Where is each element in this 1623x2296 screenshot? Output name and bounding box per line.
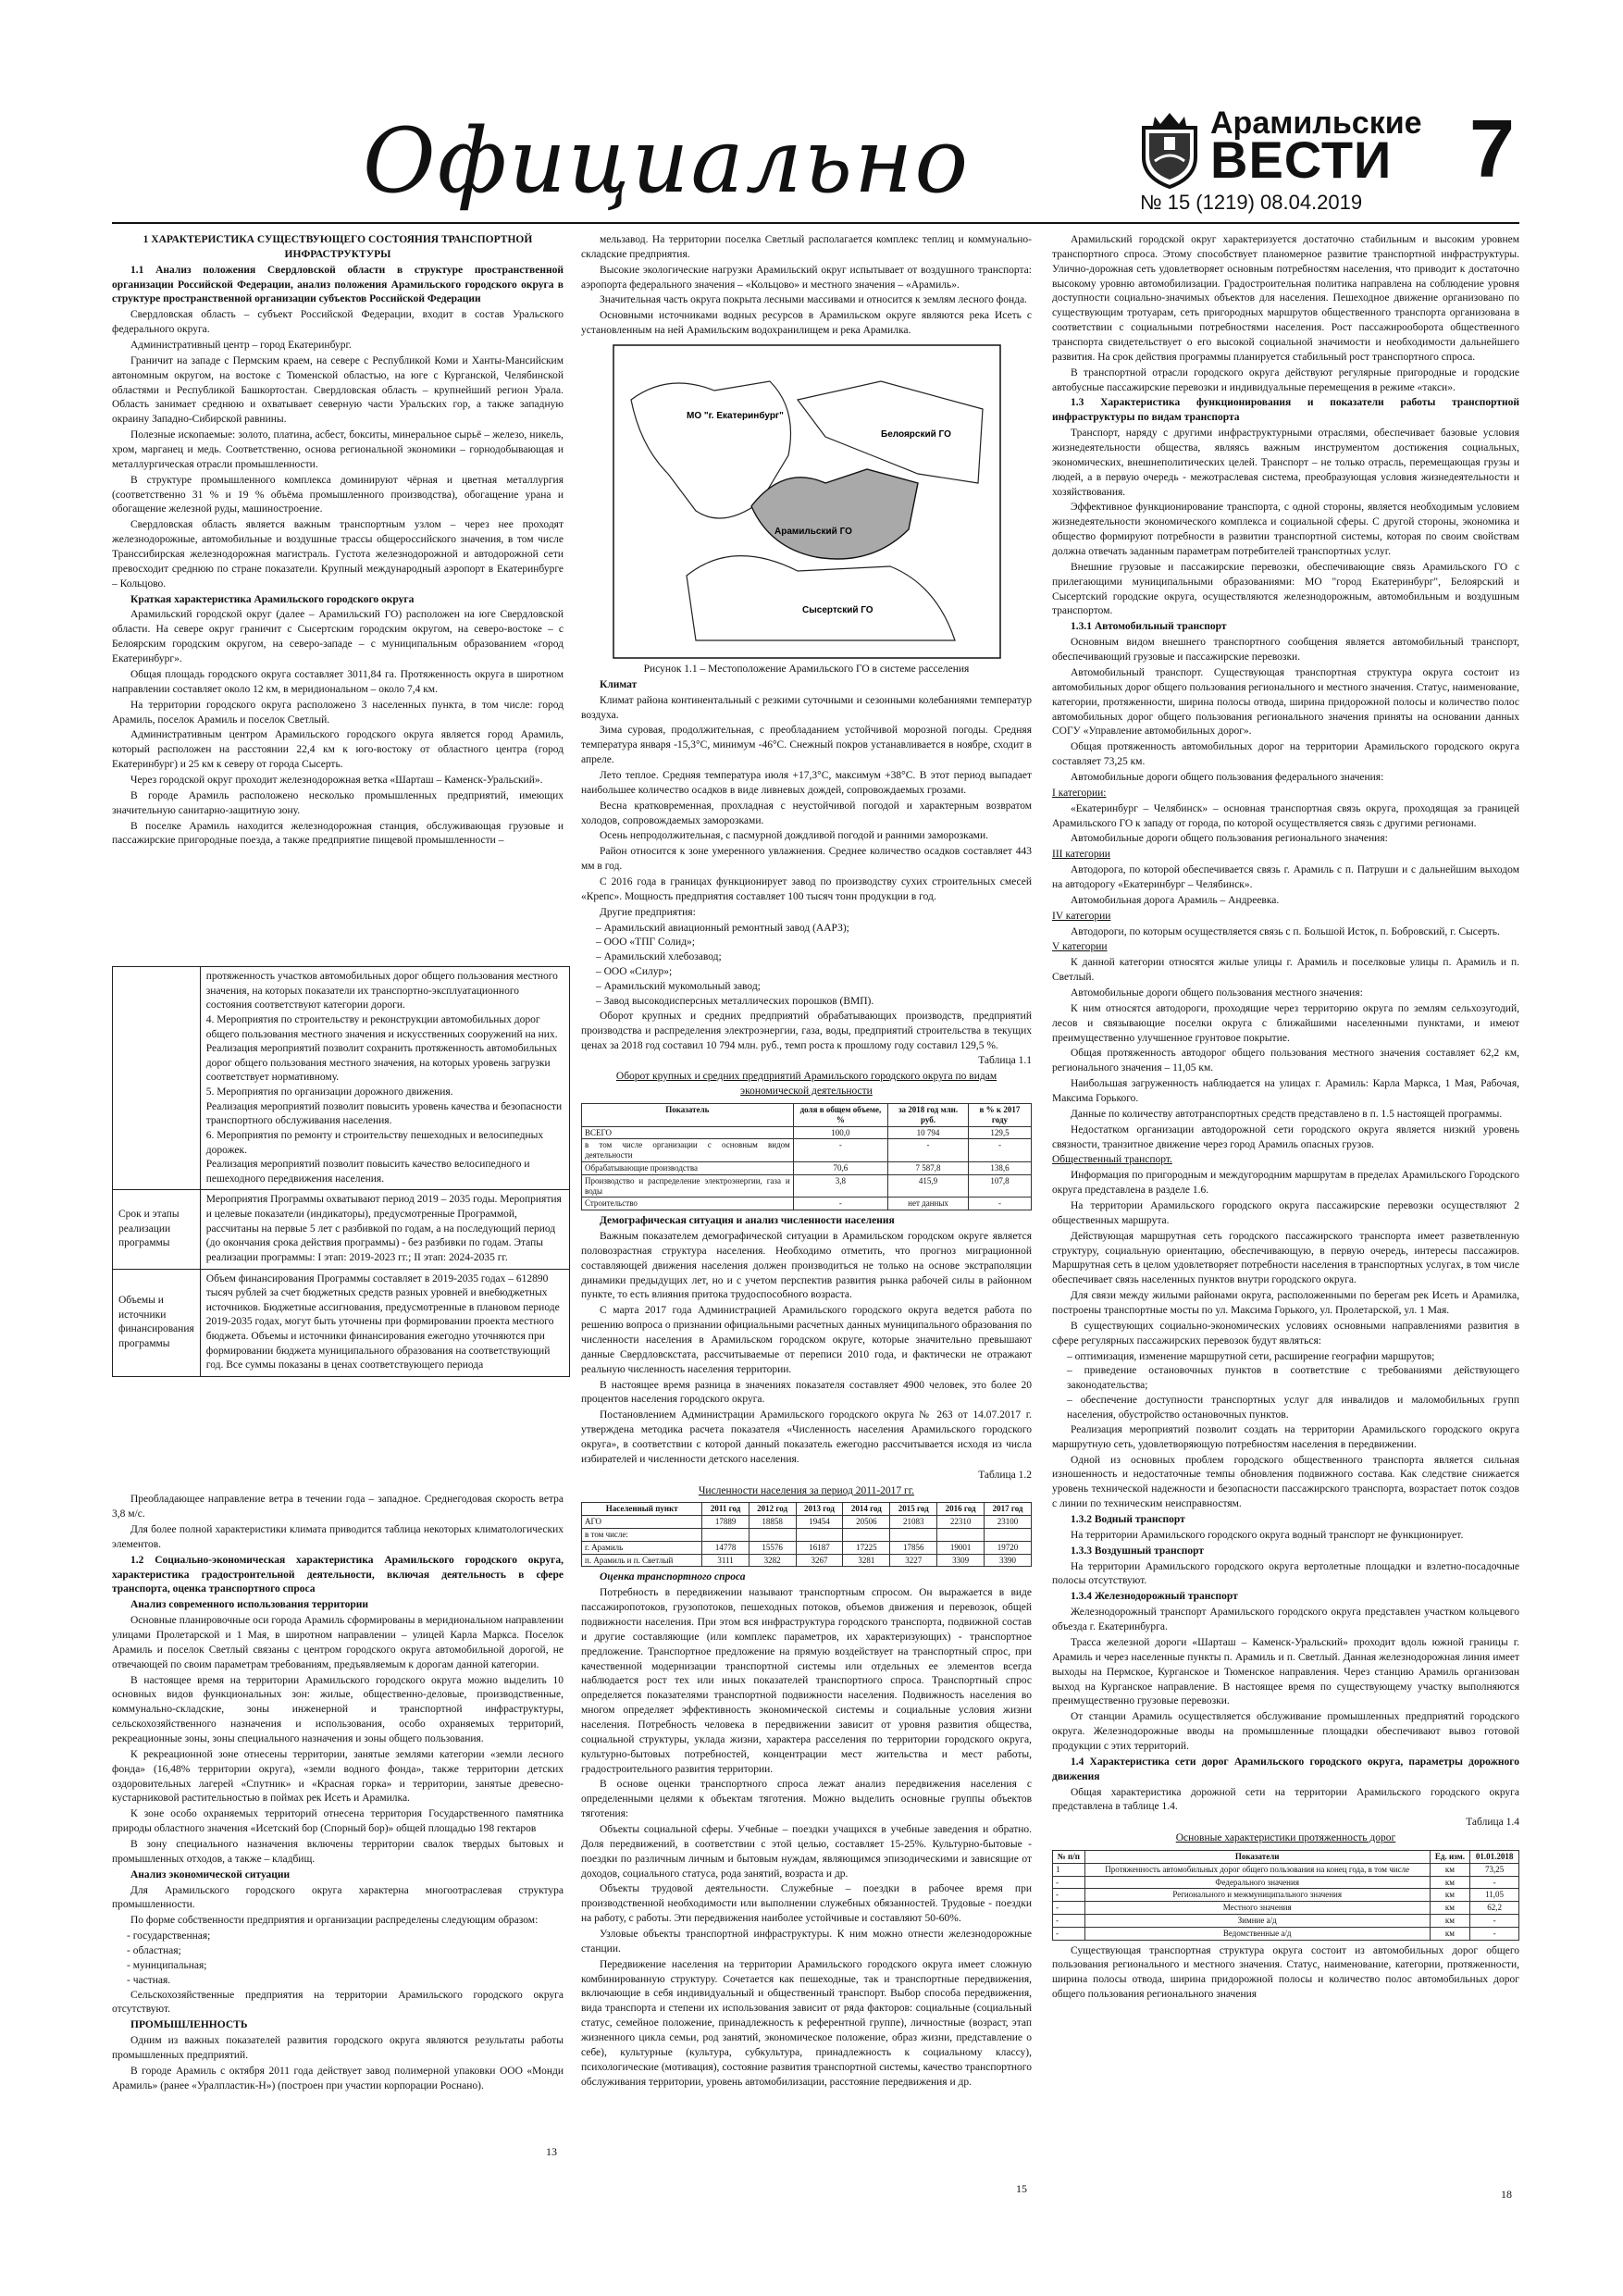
table-cell-text: 4. Мероприятия по строительству и реконструкции автомобильных дорог общего пользования местного значения и искусственных сооружений на них. [205, 1013, 558, 1040]
table-cell: - [1470, 1876, 1519, 1889]
subheading: I категории: [1052, 787, 1107, 799]
paragraph: По форме собственности предприятия и организации распределены следующим образом: [130, 1915, 539, 1927]
paragraph: На территории Арамильского городского округа водный транспорт не функционирует. [1071, 1529, 1464, 1541]
heading: Демографическая ситуация и анализ численности населения [600, 1215, 895, 1227]
table-cell: - [1053, 1902, 1085, 1915]
table-row [582, 1541, 1032, 1554]
paragraph: Основные планировочные оси города Арамиль сформированы в меридиональном направлении улицами Пролетарской и 1 Мая, в широтном направлении – улицей Карла Маркса. Поселок Арамиль и поселок Светлый связаны с центром городского округа автомобильной дорогой, не отвечающей по своим параметрам требованиям, предъявляемым к дорогам данной категории. [112, 1615, 564, 1670]
program-passport-table [112, 966, 570, 1377]
table-row [1053, 1914, 1519, 1927]
paragraph: Для более полной характеристики климата приводится таблица некоторых климатологических элементов. [112, 1523, 564, 1550]
table-cell: 23100 [985, 1516, 1032, 1529]
table-cell: 19001 [937, 1541, 985, 1554]
table-cell: АГО [582, 1516, 702, 1529]
paragraph: Граничит на западе с Пермским краем, на севере с Республикой Коми и Ханты-Мансийским автономным округом, на востоке с Тюменской областью, на юге с Курганской, Челябинской областями и Республикой Башкортостан. Свердловская область – крупнейший регион Урала. Область занимает среднюю и охватывает северную части Уральских гор, а также западную окраину Западно-Сибирской равнины. [112, 354, 564, 426]
table-cell: 138,6 [968, 1161, 1031, 1174]
paragraph: Свердловская область – субъект Российской Федерации, входит в состав Уральского федерального округа. [112, 309, 564, 336]
paragraph: «Екатеринбург – Челябинск» – основная транспортная связь округа, проходящая за границей Арамильского ГО к западу от города, по которой осуществляется связь с другими регионами. [1052, 802, 1519, 829]
heading: 1.3 Характеристика функционирования и показатели работы транспортной инфраструктуры по видам транспорта [1052, 397, 1519, 424]
paragraph: В существующих социально-экономических условиях основными направлениями развития в сфере регулярных пассажирских перевозок будут являться: [1052, 1320, 1519, 1347]
table-header-cell: доля в общем объеме, % [793, 1103, 887, 1126]
table-title: Оборот крупных и средних предприятий Арамильского городского округа по видам экономической деятельности [615, 1071, 997, 1098]
column-2 [581, 233, 1032, 2177]
map-label: Сысертский ГО [801, 605, 873, 616]
table-cell: 62,2 [1470, 1902, 1519, 1915]
table-cell: - [1053, 1889, 1085, 1902]
table-header-cell: 2015 год [890, 1503, 937, 1516]
table-cell: 100,0 [793, 1126, 887, 1139]
table-header-cell: Показатель [582, 1103, 794, 1126]
table-cell [702, 1529, 749, 1542]
paragraph: Узловые объекты транспортной инфраструктуры. К ним можно отнести железнодорожные станции. [581, 1929, 1032, 1955]
paragraph: Административный центр – город Екатеринбург. [130, 340, 352, 352]
table-cell: в том числе: [582, 1529, 702, 1542]
table-cell: км [1430, 1902, 1469, 1915]
list-item: – обеспечение доступности транспортных услуг для инвалидов и маломобильных групп населения, обустройство остановочных пунктов. [1067, 1395, 1519, 1421]
paragraph: Трасса железной дороги «Шарташ – Каменск-Уральский» проходит вдоль южной границы г. Арамиль и через населенные пункты п. Арамиль и п. Светлый. Данная железнодорожная линия имеет выходы на Пермское, Курганское и Тюменское направления. Через станцию Арамиль организован выход на Курганское направление. В настоящее время по существующему участку выполняются преимущественно грузовые перевозки. [1052, 1636, 1519, 1707]
paragraph: Действующая маршрутная сеть городского пассажирского транспорта имеет разветвленную структуру, социальную ориентацию, обеспечивающую, в первую очередь, интересы пассажиров. Маршрутная сеть в целом удовлетворяет потребности населения в транспортных услугах, в том числе обеспечивает связь населенных пунктов внутри городского округа. [1052, 1230, 1519, 1286]
paragraph: мельзавод. На территории поселка Светлый располагается комплекс теплиц и коммунально-складские предприятия. [581, 234, 1032, 260]
paragraph: Район относится к зоне умеренного увлажнения. Среднее количество осадков составляет 443 мм в год. [581, 846, 1032, 873]
table-cell: Регионального и межмуниципального значения [1084, 1889, 1430, 1902]
table-cell: км [1430, 1863, 1469, 1876]
paragraph: Объекты трудовой деятельности. Служебные – поездки в рабочее время при производственной необходимости или выполнении служебных обязанностей. Трудовые - поездки на работу, с работы. Эти передвижения наиболее устойчивые и составляют 50-60%. [581, 1883, 1032, 1925]
paragraph: Административным центром Арамильского городского округа является город Арамиль, который расположен на расстоянии 22,4 км к юго-востоку от областного центра (город Екатеринбург) и 25 км к северу от города Сысерть. [112, 729, 564, 771]
paragraph: Объекты социальной сферы. Учебные – поездки учащихся в учебные заведения и обратно. Доля передвижений, в соответствии с этой целью, составляет 15-25%. Культурно-бытовые - поездки по различным личным и бытовым нуждам, являющимся эпизодическими и зависящие от доходов, социального статуса, рода занятий, возраста и др. [581, 1824, 1032, 1880]
page-footer-number: 15 [1016, 2182, 1027, 2195]
heading: 1.4 Характеристика сети дорог Арамильского городского округа, параметры дорожного движения [1052, 1756, 1519, 1782]
paragraph: Потребность в передвижении называют транспортным спросом. Он выражается в виде пассажиропотоков, грузопотоков, пешеходных потоков, объемов движения и перевозок, общей подвижности населения. При этом вся инфраструктура городского транспорта, подвижной состав и другие составляющие (или комплекс параметров, их характеризующих) - транспортное предложение. Транспортное предложение на прямую воздействует на транспортный спрос, при качественной модернизации транспортной системы или отдельных ее элементов всегда наблюдается рост тех или иных показателей транспортного спроса. Транспортный спрос определяется показателями транспортной подвижности населения. Подвижность населения во многом определяет эффективность экономической системы и социальные условия жизни населения. Потребность человека в передвижении зависит от уровня развития общества, социальной структуры, уклада жизни, характера расселения по территории городского округа, культурно-бытовых потребностей, концентрации мест жительства и мест работы, градостроительного развития территории. [581, 1587, 1032, 1775]
table-cell: - [1470, 1914, 1519, 1927]
column-3 [1052, 233, 1519, 2186]
subheading: IV категории [1052, 910, 1111, 922]
table-cell [796, 1529, 843, 1542]
heading: 1.3.4 Железнодорожный транспорт [1071, 1591, 1238, 1603]
table-header-cell: 2013 год [796, 1503, 843, 1516]
paragraph: Передвижение населения на территории Арамильского городского округа имеет сложную комбинированную структуру. Сочетается как пешеходные, так и транспортные передвижения, включающие в себя индивидуальный и общественный транспорт. Выбор способа передвижения, вида транспорта и степени их использования зависит от ряда факторов: социальные (социальный статус, семейное положение, принадлежность к референтной группе), личностные (возраст, этап жизненного цикла семьи, род занятий, экономическое положение, образ жизни, представление о себе), культурные (культура, субкультура, принадлежность к социальному классу), психологические (мотивация), состояние развития транспортной системы, качество транспортного обслуживания территории, уровень автомобилизации, расстояние передвижения и др. [581, 1958, 1032, 2088]
table-title: Численности населения за период 2011-2017 гг. [698, 1484, 915, 1496]
paragraph: К ним относятся автодороги, проходящие через территорию округа по землям сельхозугодий, лесов и связывающие поселки округа с ближайшими населенными пунктами, и имеют преимущественно улучшенное грунтовое покрытие. [1052, 1002, 1519, 1044]
table-cell: 3267 [796, 1554, 843, 1567]
table-cell-text: Реализация мероприятий позволит повысить уровень качества и безопасности транспортного обслуживания населения. [205, 1100, 563, 1127]
header-divider [112, 222, 1519, 224]
table-cell [890, 1529, 937, 1542]
page-footer-number: 18 [1501, 2188, 1512, 2201]
table-cell-text: 6. Мероприятия по ремонту и строительству пешеходных и велосипедных дорожек. [205, 1129, 544, 1156]
paragraph: Лето теплое. Средняя температура июля +17,3°С, максимум +38°С. В этот период выпадает наибольшее количество осадков в виде ливневых дождей, сопровождаемых грозами. [581, 770, 1032, 796]
figure-caption: Рисунок 1.1 – Местоположение Арамильского ГО в системе расселения [643, 664, 970, 676]
coat-of-arms-icon [1136, 109, 1203, 189]
paragraph: К зоне особо охраняемых территорий отнесена территория Государственного памятника природы областного значения «Исетский бор (Спорный бор)» общей площадью 198 гектаров [112, 1808, 564, 1835]
table-cell-text: Реализация мероприятий позволит повысить качество велосипедного и пешеходного передвижения населения. [205, 1159, 530, 1185]
paragraph: На территории Арамильского городского округа пассажирские перевозки осуществляют 2 общественных маршрута. [1052, 1200, 1519, 1226]
turnover-table [581, 1103, 1032, 1210]
table-cell: г. Арамиль [582, 1541, 702, 1554]
table-cell: нет данных [888, 1198, 969, 1210]
table-cell: Зимние а/д [1084, 1914, 1430, 1927]
paragraph: Автомобильные дороги общего пользования регионального значения: [1071, 833, 1388, 845]
table-label: Таблица 1.4 [1466, 1817, 1519, 1829]
table-header-cell: 2011 год [702, 1503, 749, 1516]
table-cell: Местного значения [1084, 1902, 1430, 1915]
paragraph: От станции Арамиль осуществляется обслуживание промышленных предприятий городского округа. Железнодорожные вводы на промышленные площадки обеспечивают вывоз готовой продукции с этих территорий. [1052, 1711, 1519, 1752]
table-cell: 21083 [890, 1516, 937, 1529]
table-cell: 19720 [985, 1541, 1032, 1554]
paragraph: Общая протяженность автомобильных дорог на территории Арамильского городского округа составляет 73,25 км. [1052, 741, 1519, 768]
paragraph: Значительная часть округа покрыта лесными массивами и относится к землям лесного фонда. [600, 294, 1027, 306]
table-header-cell: 2016 год [937, 1503, 985, 1516]
table-title: Основные характеристики протяженность дорог [1175, 1832, 1396, 1844]
table-cell: 107,8 [968, 1174, 1031, 1198]
paragraph: Для связи между жилыми районами округа, расположенными по берегам рек Исеть и Арамилка, построены транспортные мосты по ул. Максима Горького, ул. Пролетарской, ул. 1 Мая. [1052, 1290, 1519, 1317]
paragraph: Данные по количеству автотранспортных средств представлено в п. 1.5 настоящей программы. [1071, 1108, 1503, 1120]
table-header-cell: 2017 год [985, 1503, 1032, 1516]
table-cell: 16187 [796, 1541, 843, 1554]
page-footer-number: 13 [546, 2145, 557, 2158]
heading: 1.1 Анализ положения Свердловской области в структуре пространственной организации Российской Федерации, анализ положения Арамильского городского округа в структуре пространственной организации субъектов Российской Федерации [112, 264, 564, 305]
table-row [582, 1198, 1032, 1210]
paragraph: Весна кратковременная, прохладная с неустойчивой погодой и характерным возвратом холодов, сопровождаемых заморозками. [581, 800, 1032, 826]
table-header-cell: в % к 2017 году [968, 1103, 1031, 1126]
paragraph: Свердловская область является важным транспортным узлом – через нее проходят железнодорожные, автомобильные и воздушные трассы общероссийского значения, в том числе Транссибирская железнодорожная магистраль. Густота железнодорожной и автодорожной сети превосходит среднюю по стране показатели. Крупный международный аэропорт в Екатеринбурге – Кольцово. [112, 519, 564, 590]
paragraph: На территории Арамильского городского округа вертолетные площадки и взлетно-посадочные полосы отсутствуют. [1052, 1560, 1519, 1587]
table-cell: Строительство [582, 1198, 794, 1210]
paragraph: Внешние грузовые и пассажирские перевозки, обеспечивающие связь Арамильского ГО с прилегающими муниципальными образованиями: МО "город Екатеринбург", Белоярский и Сысертский городские округа, осуществляются железнодорожным, автомобильным и воздушным транспортом. [1052, 561, 1519, 617]
section-title: Официально [363, 109, 971, 213]
table-cell: 17856 [890, 1541, 937, 1554]
table-header-cell: Показатели [1084, 1850, 1430, 1863]
table-cell-label: Объемы и источники финансирования программы [113, 1269, 201, 1376]
table-cell: - [968, 1139, 1031, 1162]
table-cell-label: Срок и этапы реализации программы [113, 1190, 201, 1269]
table-cell: 11,05 [1470, 1889, 1519, 1902]
table-cell: 7 587,8 [888, 1161, 969, 1174]
table-row [582, 1174, 1032, 1198]
heading: Климат [600, 678, 638, 690]
paragraph: К рекреационной зоне отнесены территории, занятые землями категории «земли лесного фонда» (16,48% территории округа), «земли водного фонда», также территории детских оздоровительных лагерей «Спутник» и «Красная горка» и территории, занятые древесно-кустарниковой растительностью в поймах рек Исеть и Арамилка. [112, 1748, 564, 1805]
table-cell: 19454 [796, 1516, 843, 1529]
list-item: – приведение остановочных пунктов в соответствие с требованиями действующего законодательства; [1067, 1365, 1519, 1392]
table-cell: км [1430, 1914, 1469, 1927]
paragraph: Другие предприятия: [600, 906, 696, 918]
table-cell: км [1430, 1889, 1469, 1902]
heading: Анализ экономической ситуации [130, 1868, 291, 1880]
brand-name-top: Арамильские [1210, 105, 1422, 141]
table-cell: - [1053, 1927, 1085, 1940]
table-cell: 73,25 [1470, 1863, 1519, 1876]
table-cell: 22310 [937, 1516, 985, 1529]
heading: 1.2 Социально-экономическая характеристика Арамильского городского округа, характеристика градостроительной деятельности, включая деятельность в сфере транспорта, оценка транспортного спроса [112, 1554, 564, 1595]
table-header-cell: 2014 год [843, 1503, 890, 1516]
heading: Анализ современного использования территории [130, 1599, 369, 1611]
table-cell-text: Мероприятия Программы охватывают период 2019 – 2035 годы. Мероприятия и целевые показатели (индикаторы), предусмотренные Программой, рассчитаны на первые 5 лет с разбивкой по годам, а на последующий период (до окончания срока действия программы) - без разбивки по годам. Этапы реализации программы: I этап: 2019-2023 гг.; II этап: 2024-2035 гг. [200, 1190, 569, 1269]
heading: Оценка транспортного спроса [600, 1571, 746, 1583]
table-header-cell: 2012 год [749, 1503, 796, 1516]
paragraph: В структуре промышленного комплекса доминируют чёрная и цветная металлургия (соответственно 31 % и 19 % объёма промышленного производства), обогащение урана и обогащение железной руды, машиностроение. [112, 474, 564, 515]
table-row [582, 1516, 1032, 1529]
brand-name-bottom: ВЕСТИ [1210, 130, 1393, 189]
list-item: - частная. [127, 1974, 171, 1986]
list-item: - муниципальная; [127, 1959, 207, 1971]
paragraph: Автодорога, по которой обеспечивается связь г. Арамиль с п. Патруши и с дальнейшим выходом на автодорогу «Екатеринбург – Челябинск». [1052, 864, 1519, 890]
table-row [1053, 1876, 1519, 1889]
table-cell: 18858 [749, 1516, 796, 1529]
table-cell [843, 1529, 890, 1542]
table-cell: 10 794 [888, 1126, 969, 1139]
table-cell: - [1053, 1914, 1085, 1927]
table-cell: 17889 [702, 1516, 749, 1529]
table-header-cell: Населенный пункт [582, 1503, 702, 1516]
subheading: III категории [1052, 849, 1110, 861]
table-header-cell: за 2018 год млн. руб. [888, 1103, 969, 1126]
table-row [582, 1139, 1032, 1162]
table-cell: в том числе организации с основным видом деятельности [582, 1139, 794, 1162]
paragraph: В зону специального назначения включены территории свалок твердых бытовых и промышленных отходов, а также – кладбищ. [112, 1839, 564, 1865]
paragraph: Транспорт, наряду с другими инфраструктурными отраслями, обеспечивает базовые условия жизнедеятельности общества, являясь важным инструментом достижения социальных, экономических, внешнеполитических целей. Транспорт – не только отрасль, перемещающая грузы и людей, а в первую очередь - межотраслевая система, преобразующая условия жизнедеятельности и хозяйствования. [1052, 428, 1519, 498]
table-cell: п. Арамиль и п. Светлый [582, 1554, 702, 1567]
paragraph: Недостатком организации автодорожной сети городского округа является низкий уровень связности, транзитное движение через город Арамиль опасных грузов. [1052, 1123, 1519, 1150]
table-row [1053, 1889, 1519, 1902]
paragraph: Общая площадь городского округа составляет 3011,84 га. Протяженность округа в широтном направлении составляет около 12 км, в меридиональном – около 7,4 км. [112, 668, 564, 695]
list-item: – ООО «Силур»; [596, 966, 673, 978]
paragraph: Автомобильные дороги общего пользования местного значения: [1071, 987, 1363, 999]
population-table [581, 1502, 1032, 1567]
road-length-table [1052, 1850, 1519, 1941]
paragraph: Полезные ископаемые: золото, платина, асбест, бокситы, минеральное сырьё – железо, никель, хром, марганец и медь. Соответственно, основа региональной экономики – горнодобывающая и металлургическая отрасли промышленности. [112, 429, 564, 470]
paragraph: В городе Арамиль расположено несколько промышленных предприятий, имеющих значительную санитарно-защитную зону. [112, 789, 564, 816]
paragraph: Преобладающее направление ветра в течении года – западное. Среднегодовая скорость ветра 3,8 м/с. [112, 1494, 564, 1520]
paragraph: Сельскохозяйственные предприятия на территории Арамильского городского округа отсутствуют. [112, 1989, 564, 2016]
paragraph: Информация по пригородным и междугородним маршрутам в пределах Арамильского Городского округа представлена в разделе 1.6. [1052, 1170, 1519, 1197]
table-cell-text: Реализация мероприятий позволит сохранить протяженность автомобильных дорог общего пользования местного значения, на которых уровень загрузки соответствует нормативному. [205, 1043, 558, 1084]
paragraph: Для Арамильского городского округа характерна многоотраслевая структура промышленности. [112, 1884, 564, 1911]
list-item: – Арамильский авиационный ремонтный завод (ААРЗ); [596, 922, 849, 934]
paragraph: Климат района континентальный с резкими суточными и сезонными колебаниями температур воздуха. [581, 694, 1032, 721]
paragraph: На территории городского округа расположено 3 населенных пункта, в том числе: город Арамиль, поселок Арамиль и поселок Светлый. [112, 699, 564, 726]
table-header-cell: Ед. изм. [1430, 1850, 1469, 1863]
paragraph: К данной категории относятся жилые улицы г. Арамиль и поселковые улицы п. Арамиль и п. Светлый. [1052, 957, 1519, 984]
table-cell: Обрабатывающие производства [582, 1161, 794, 1174]
map-label: Арамильский ГО [774, 527, 852, 538]
table-cell: 1 [1053, 1863, 1085, 1876]
table-cell: 3111 [702, 1554, 749, 1567]
table-cell-text: протяженность участков автомобильных дорог общего пользования местного значения, на которых показатели их транспортно-эксплуатационного состояния соответствуют категории дороги. [205, 971, 558, 1011]
map-label: Белоярский ГО [880, 429, 951, 441]
table-cell [749, 1529, 796, 1542]
table-row [1053, 1927, 1519, 1940]
table-row [1053, 1863, 1519, 1876]
paragraph: С 2016 года в границах функционирует завод по производству сухих строительных смесей «Крепс». Мощность предприятия составляет 100 тысяч тонн продукции в год. [581, 876, 1032, 902]
list-item: - областная; [127, 1945, 181, 1957]
table-cell: 3227 [890, 1554, 937, 1567]
table-cell: - [888, 1139, 969, 1162]
table-cell: 3282 [749, 1554, 796, 1567]
table-cell: ВСЕГО [582, 1126, 794, 1139]
table-cell: 20506 [843, 1516, 890, 1529]
table-cell: 415,9 [888, 1174, 969, 1198]
paragraph: Одним из важных показателей развития городского округа являются результаты работы промышленных предприятий. [112, 2035, 564, 2062]
table-cell-text: Объем финансирования Программы составляет в 2019-2035 годах – 612890 тысяч рублей за счет бюджетных средств разных уровней и внебюджетных источников. Бюджетные ассигнования, предусмотренные в плановом периоде 2019-2035 годах, могут быть уточнены при формировании проекта местного бюджета. Объемы и источники финансирования ежегодно уточняются при формировании бюджета муниципального образования на соответствующий год. Все суммы показаны в ценах соответствующего периода [200, 1269, 569, 1376]
subheading: Общественный транспорт. [1052, 1154, 1172, 1166]
issue-number: № 15 (1219) 08.04.2019 [1140, 191, 1363, 214]
table-cell: 3309 [937, 1554, 985, 1567]
table-row [582, 1126, 1032, 1139]
table-cell: 15576 [749, 1541, 796, 1554]
paragraph: Железнодорожный транспорт Арамильского городского округа представлен участком кольцевого объезда г. Екатеринбурга. [1052, 1607, 1519, 1633]
table-row [582, 1554, 1032, 1567]
heading: ПРОМЫШЛЕННОСТЬ [130, 2019, 248, 2031]
table-header-cell: № п/п [1053, 1850, 1085, 1863]
list-item: – Арамильский хлебозавод; [596, 951, 722, 963]
paragraph: Эффективное функционирование транспорта, с одной стороны, является необходимым условием жизнедеятельности экономического комплекса и социальной сферы. С другой стороны, экономика и общество формируют потребности в развитии транспортной системы, которая по своим свойствам должна отвечать заданным параметрам потребителей транспортных услуг. [1052, 502, 1519, 558]
table-cell: 129,5 [968, 1126, 1031, 1139]
subheading: V категории [1052, 941, 1108, 953]
paragraph: В настоящее время разница в значениях показателя составляет 4900 человек, это более 20 процентов населения городского округа. [581, 1379, 1032, 1406]
paragraph: Реализация мероприятий позволит создать на территории Арамильского городского округа маршрутную сеть, удовлетворяющую потребностям населения в передвижении. [1052, 1423, 1519, 1450]
paragraph: Арамильский городской округ характеризуется достаточно стабильным и высоким уровнем транспортного спроса. Этому способствует планомерное развитие транспортной инфраструктуры. Улично-дорожная сеть удовлетворяет основным потребностям населения, что приводит к достаточно высокому уровню автомобилизации. Градостроительная политика направлена на соблюдение уровня доступности социально-значимых объектов для населения. Пешеходное движение организовано по существующим тротуарам, сеть пригородных маршрутов общественного транспорта организована в соответствии с социальными потребностями населения. Рост пассажирооборота общественного транспорта свидетельствует о его высокой социальной значимости и необходимости дальнейшего развития. На срок действия программы планируется стабильный рост транспортного спроса. [1052, 234, 1519, 363]
table-cell: 14778 [702, 1541, 749, 1554]
table-label: Таблица 1.1 [978, 1055, 1032, 1067]
paragraph: Высокие экологические нагрузки Арамильский округ испытывает от воздушного транспорта: аэропорта федерального значения – «Кольцово» и местного значения – «Арамиль». [581, 264, 1032, 291]
paragraph: В транспортной отрасли городского округа действуют регулярные пригородные и городские автобусные пассажирские перевозки и индивидуальные перемещения в режиме «такси». [1052, 366, 1519, 393]
table-cell: 3281 [843, 1554, 890, 1567]
paragraph: Общая протяженность автодорог общего пользования местного значения составляет 62,2 км, регионального значения – 11,05 км. [1052, 1048, 1519, 1074]
table-cell: км [1430, 1876, 1469, 1889]
heading: 1.3.1 Автомобильный транспорт [1071, 621, 1227, 633]
list-item: – Завод высокодисперсных металлических порошков (ВМП). [596, 995, 874, 1007]
paragraph: Через городской округ проходит железнодорожная ветка «Шарташ – Каменск-Уральский». [130, 774, 543, 786]
paragraph: Арамильский городской округ (далее – Арамильский ГО) расположен на юге Свердловской области. На севере округ граничит с Сысертским городским округом, на северо-востоке – с Белоярским городским округом, на северо-западе – с муниципальным образованием «город Екатеринбург». [112, 609, 564, 665]
table-cell: Производство и распределение электроэнергии, газа и воды [582, 1174, 794, 1198]
paragraph: Автомобильный транспорт. Существующая транспортная структура округа состоит из автомобильных дорог общего пользования регионального и местного значения. Статус, наименование, категории, протяженности, ширина полосы отвода, ширина придорожной полосы и количество полос автомобильных дорог общего пользования регионального значения приняты на основании данных СОГУ «Управление автомобильных дорог». [1052, 666, 1519, 738]
table-cell: Федерального значения [1084, 1876, 1430, 1889]
paragraph: Оборот крупных и средних предприятий обрабатывающих производств, предприятий производства и распределения электроэнергии, газа, воды, предприятий строительства в текущих ценах за 2018 год составил 10 794 млн. руб., темп роста к прошлому году составил 129,5 %. [581, 1010, 1032, 1051]
table-cell [937, 1529, 985, 1542]
table-cell: 3,8 [793, 1174, 887, 1198]
table-row [582, 1161, 1032, 1174]
table-cell: - [793, 1198, 887, 1210]
heading: 1 ХАРАКТЕРИСТИКА СУЩЕСТВУЮЩЕГО СОСТОЯНИЯ ТРАНСПОРТНОЙ ИНФРАСТРУКТУРЫ [142, 234, 533, 260]
heading: 1.3.3 Воздушный транспорт [1071, 1545, 1205, 1557]
paragraph: С марта 2017 года Администрацией Арамильского городского округа ведется работа по решению вопроса о признании официальными расчетных данных муниципального образования по численности населения в Арамильском городском округе, которые значительно превышают данные Свердловскстата, рассчитываемые от переписи 2010 года, и фактически не отражают реальную численность населения территории. [581, 1305, 1032, 1375]
paragraph: Основным видом внешнего транспортного сообщения является автомобильный транспорт, обеспечивающий грузовые и пассажирские перевозки. [1052, 637, 1519, 664]
paragraph: Автомобильные дороги общего пользования федерального значения: [1071, 771, 1384, 783]
location-map [613, 344, 1001, 659]
paragraph: Автодороги, по которым осуществляется связь с п. Большой Исток, п. Бобровский, г. Сысерть. [1071, 925, 1500, 937]
list-item: – ООО «ТПГ Солид»; [596, 937, 695, 949]
table-cell: - [1053, 1876, 1085, 1889]
list-item: - государственная; [127, 1930, 211, 1942]
paragraph: Автомобильная дорога Арамиль – Андреевка. [1071, 894, 1280, 906]
list-item: – оптимизация, изменение маршрутной сети, расширение географии маршрутов; [1067, 1350, 1435, 1362]
table-header-cell: 01.01.2018 [1470, 1850, 1519, 1863]
paragraph: В основе оценки транспортного спроса лежат анализ передвижения населения с определенными целями к объектам тяготения. Можно выделить основные группы объектов тяготения: [581, 1779, 1032, 1820]
table-cell: км [1430, 1927, 1469, 1940]
table-row [582, 1529, 1032, 1542]
paragraph: В поселке Арамиль находится железнодорожная станция, обслуживающая грузовые и пассажирские пригородные поезда, а также предприятие пищевой промышленности – [112, 820, 564, 847]
paragraph: Осень непродолжительная, с пасмурной дождливой погодой и ранними заморозками. [600, 830, 988, 842]
paragraph: Наибольшая загруженность наблюдается на улицах г. Арамиль: Карла Маркса, 1 Мая, Рабочая, Максима Горького. [1052, 1078, 1519, 1104]
paragraph: В настоящее время на территории Арамильского городского округа можно выделить 10 основных видов функциональных зон: жилые, общественно-деловые, производственные, коммунально-складские, зоны инженерной и транспортной инфраструктуры, сельскохозяйственного назначения и использования, особо охраняемых территорий, рекреационные зоны, зоны специального назначения и зоны общего пользования. [112, 1674, 564, 1744]
table-cell: Протяженность автомобильных дорог общего пользования на конец года, в том числе [1084, 1863, 1430, 1876]
table-cell [985, 1529, 1032, 1542]
paragraph: Одной из основных проблем городского общественного транспорта является сильная изношенность и недостаточные темпы обновления подвижного состава. Как следствие снижается уровень технической надежности и безопасности пассажирского транспорта, возрастает поток создов с линии по техническим неисправностям. [1052, 1454, 1519, 1510]
map-label: МО "г. Екатеринбург" [686, 411, 784, 422]
table-row [1053, 1902, 1519, 1915]
table-cell: - [1470, 1927, 1519, 1940]
list-item: – Арамильский мукомольный завод; [596, 981, 761, 993]
table-label: Таблица 1.2 [978, 1469, 1032, 1481]
table-cell: 70,6 [793, 1161, 887, 1174]
table-cell: 3390 [985, 1554, 1032, 1567]
paragraph: В городе Арамиль с октября 2011 года действует завод полимерной упаковки ООО «Монди Арамиль» (ранее «Уралпластик-Н») (построен при участии корпорации Роснано). [112, 2065, 564, 2091]
table-cell: - [793, 1139, 887, 1162]
paragraph: Важным показателем демографической ситуации в Арамильском городском округе является половозрастная структура населения. Необходимо отметить, что прогноз миграционной составляющей движения населения должен производиться не только на основе экстраполяции динамики предыдущих лет, но и с учетом перспектив развития рынка рабочей силы в районном пункте, то есть влияния притока трудоспособного возраста. [581, 1230, 1032, 1301]
paragraph: Существующая транспортная структура округа состоит из автомобильных дорог общего пользования регионального и местного значения. Статус, наименование, категории, протяженности, ширина полосы отвода, ширина придорожной полосы и количество полос автомобильных дорог общего пользования регионального значения [1052, 1944, 1519, 2001]
heading: 1.3.2 Водный транспорт [1071, 1514, 1185, 1526]
heading: Краткая характеристика Арамильского городского округа [130, 593, 415, 605]
table-cell-text: 5. Мероприятия по организации дорожного движения. [205, 1086, 453, 1098]
paragraph: Постановлением Администрации Арамильского городского округа № 263 от 14.07.2017 г. утверждена методика расчета показателя «Численность населения Арамильского городского округа», в соответствии с которой данный показатель ежегодно рассчитывается исходя из числа избирателей и численности детского населения. [581, 1409, 1032, 1465]
paragraph: Общая характеристика дорожной сети на территории Арамильского городского округа представлена в таблице 1.4. [1052, 1786, 1519, 1813]
paragraph: Основными источниками водных ресурсов в Арамильском округе являются река Исеть с установленным на ней Арамильским водохранилищем и река Арамилка. [581, 310, 1032, 337]
table-cell: - [968, 1198, 1031, 1210]
paragraph: Зима суровая, продолжительная, с преобладанием устойчивой морозной погоды. Средняя температура января -15,3°С, минимум -46°С. Снежный покров устанавливается в ноябре, сходит в апреле. [581, 725, 1032, 766]
table-cell: Ведомственные а/д [1084, 1927, 1430, 1940]
table-cell: 17225 [843, 1541, 890, 1554]
page-number: 7 [1469, 103, 1515, 194]
